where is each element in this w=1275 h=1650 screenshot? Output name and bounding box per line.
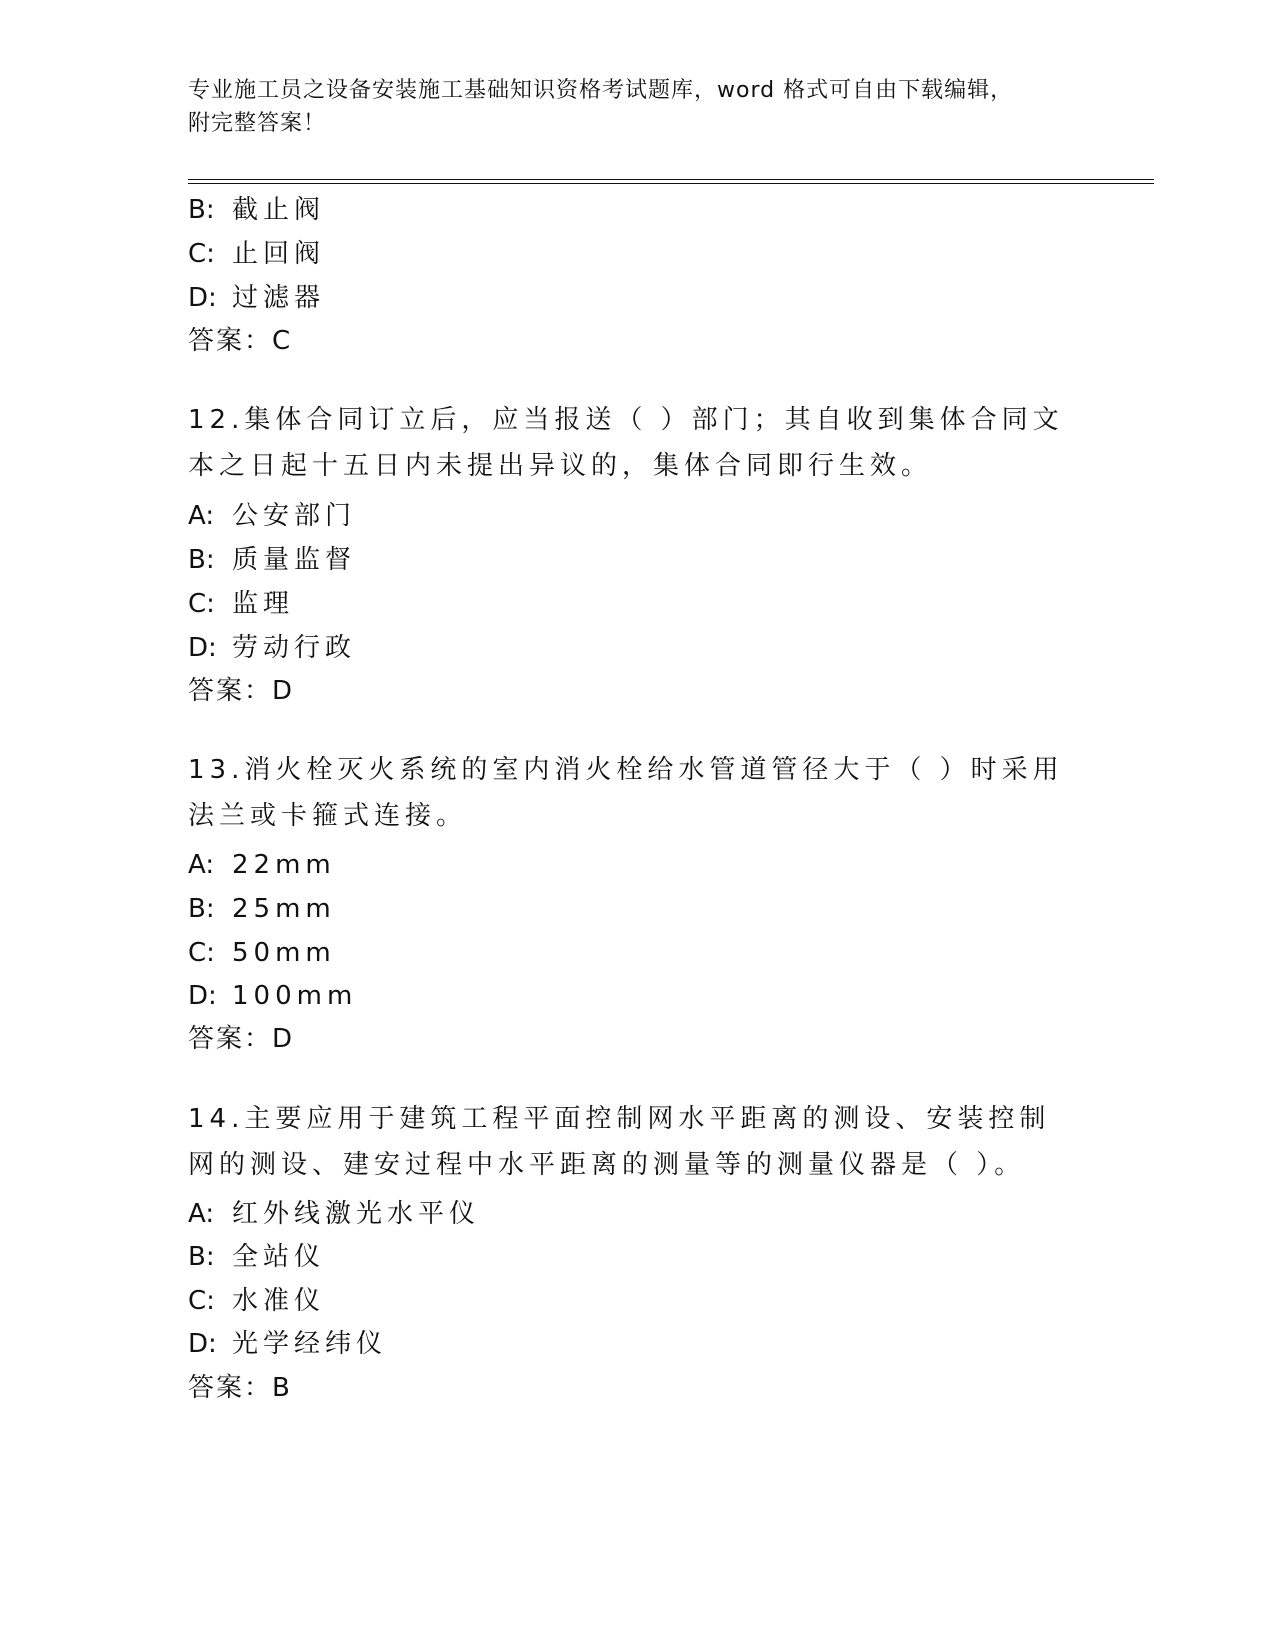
option-text: 50mm <box>232 938 336 968</box>
option-text: 止回阀 <box>232 239 326 269</box>
document-header <box>188 74 1068 140</box>
option-key: B: <box>188 195 215 225</box>
q13-option-a <box>188 848 336 882</box>
option-text: 质量监督 <box>232 545 357 575</box>
option-key: B: <box>188 545 215 575</box>
option-key: C: <box>188 239 215 269</box>
q13-option-b <box>188 892 336 926</box>
q13-option-c <box>188 936 336 970</box>
header-divider-top <box>188 179 1154 180</box>
q11-option-c <box>188 237 325 271</box>
q14-option-b <box>188 1240 325 1274</box>
q11-option-d <box>188 281 325 315</box>
option-text: 光学经纬仪 <box>232 1329 388 1359</box>
option-text: 公安部门 <box>232 501 357 531</box>
option-key: C: <box>188 938 215 968</box>
option-text: 红外线激光水平仪 <box>232 1199 481 1229</box>
q14-question-text: 14.主要应用于建筑工程平面控制网水平距离的测设、安装控制网的测设、建安过程中水平距离的测量等的测量仪器是（ ）。 <box>188 1104 1051 1180</box>
q12-option-a <box>188 499 356 533</box>
option-text: 劳动行政 <box>232 633 357 663</box>
q11-answer: 答案：C <box>188 326 293 356</box>
q12-answer: 答案：D <box>188 676 295 706</box>
q14-option-a <box>188 1197 480 1231</box>
option-key: A: <box>188 1199 215 1229</box>
option-text: 过滤器 <box>232 283 326 313</box>
option-key: D: <box>188 283 217 313</box>
q12-option-b <box>188 543 356 577</box>
q14-option-d <box>188 1327 387 1361</box>
option-text: 25mm <box>232 894 336 924</box>
option-key: A: <box>188 501 215 531</box>
option-key: D: <box>188 981 217 1011</box>
header-line-2: 附完整答案！ <box>188 111 327 136</box>
q11-option-b <box>188 193 325 227</box>
option-key: B: <box>188 1242 215 1272</box>
option-text: 水准仪 <box>232 1286 326 1316</box>
q13-answer: 答案：D <box>188 1024 295 1054</box>
q12-option-d <box>188 631 356 665</box>
option-text: 22mm <box>232 850 336 880</box>
option-key: A: <box>188 850 215 880</box>
option-key: D: <box>188 633 217 663</box>
q12-option-c <box>188 587 294 621</box>
option-key: D: <box>188 1329 217 1359</box>
option-text: 监理 <box>232 589 295 619</box>
q13-option-d <box>188 979 357 1013</box>
header-line-1: 专业施工员之设备安装施工基础知识资格考试题库，word 格式可自由下载编辑， <box>188 78 1014 103</box>
option-text: 100mm <box>232 981 358 1011</box>
header-divider-bottom <box>188 183 1154 184</box>
q14-option-c <box>188 1284 325 1318</box>
option-key: C: <box>188 589 215 619</box>
q13-question-text: 13.消火栓灭火系统的室内消火栓给水管道管径大于（ ）时采用法兰或卡箍式连接。 <box>188 755 1064 831</box>
option-key: B: <box>188 894 215 924</box>
q12-question-text: 12.集体合同订立后，应当报送（ ）部门；其自收到集体合同文本之日起十五日内未提出异议的，集体合同即行生效。 <box>188 405 1064 481</box>
option-text: 截止阀 <box>232 195 326 225</box>
option-key: C: <box>188 1286 215 1316</box>
q14-answer: 答案：B <box>188 1373 292 1403</box>
option-text: 全站仪 <box>232 1242 326 1272</box>
